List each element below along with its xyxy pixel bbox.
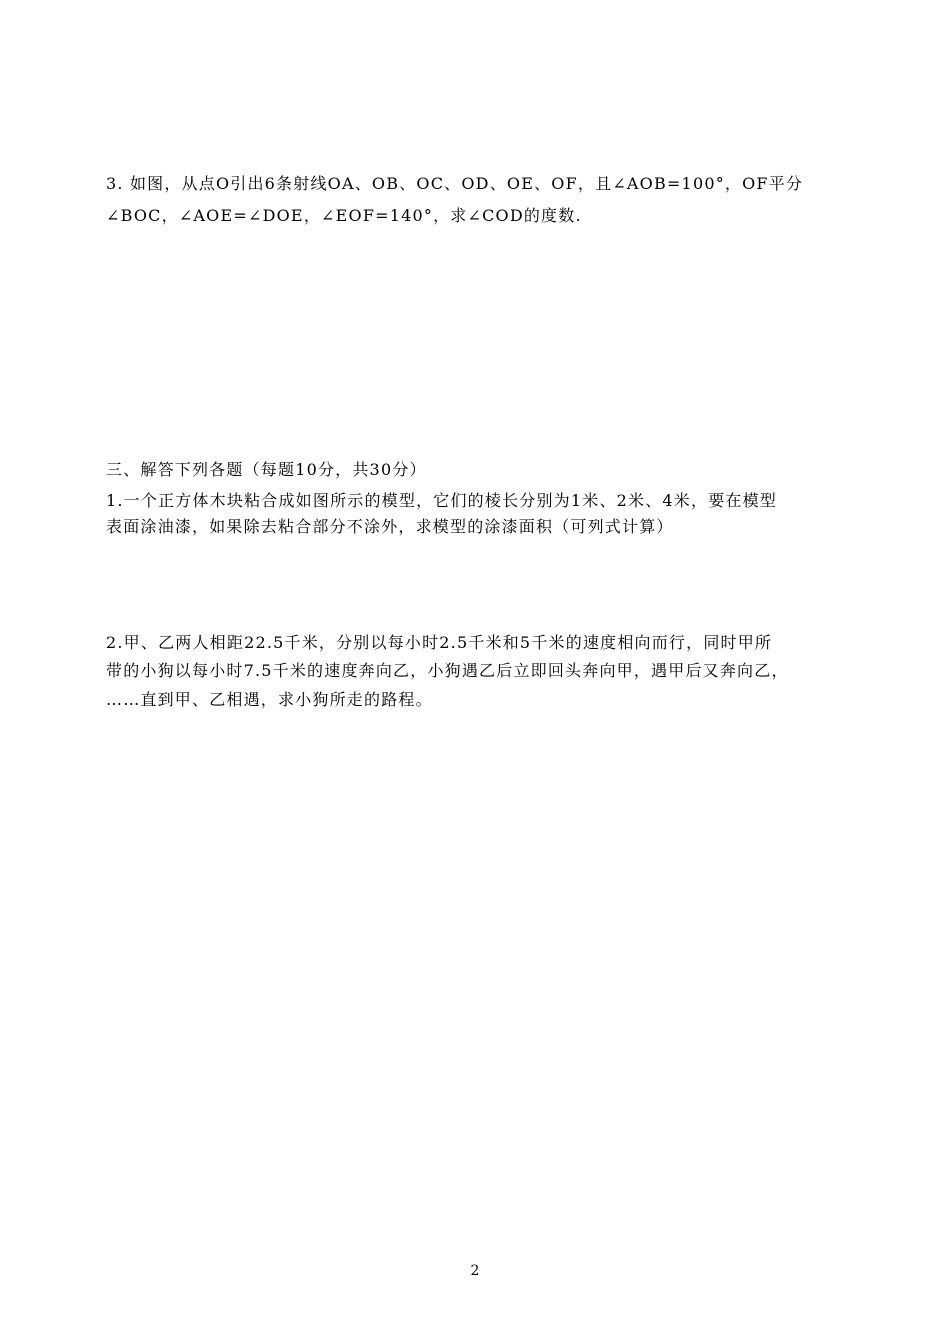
problem-1-line-1: 1.一个正方体木块粘合成如图所示的模型，它们的棱长分别为1米、2米、4米，要在模型 bbox=[106, 491, 778, 510]
question-3-line-1: 3. 如图，从点O引出6条射线OA、OB、OC、OD、OE、OF，且∠AOB=100°，OF平分 bbox=[106, 174, 804, 193]
page-number: 2 bbox=[470, 1263, 480, 1279]
question-3-line-2: ∠BOC，∠AOE=∠DOE，∠EOF=140°，求∠COD的度数. bbox=[106, 206, 582, 225]
problem-2-line-1: 2.甲、乙两人相距22.5千米，分别以每小时2.5千米和5千米的速度相向而行，同时甲所 bbox=[106, 633, 773, 652]
problem-2-line-2: 带的小狗以每小时7.5千米的速度奔向乙，小狗遇乙后立即回头奔向甲，遇甲后又奔向乙， bbox=[106, 661, 789, 680]
problem-2-line-3: ……直到甲、乙相遇，求小狗所走的路程。 bbox=[106, 690, 433, 709]
section-3-heading: 三、解答下列各题（每题10分，共30分） bbox=[106, 460, 427, 479]
problem-1-line-2: 表面涂油漆，如果除去粘合部分不涂外，求模型的涂漆面积（可列式计算） bbox=[106, 517, 674, 536]
